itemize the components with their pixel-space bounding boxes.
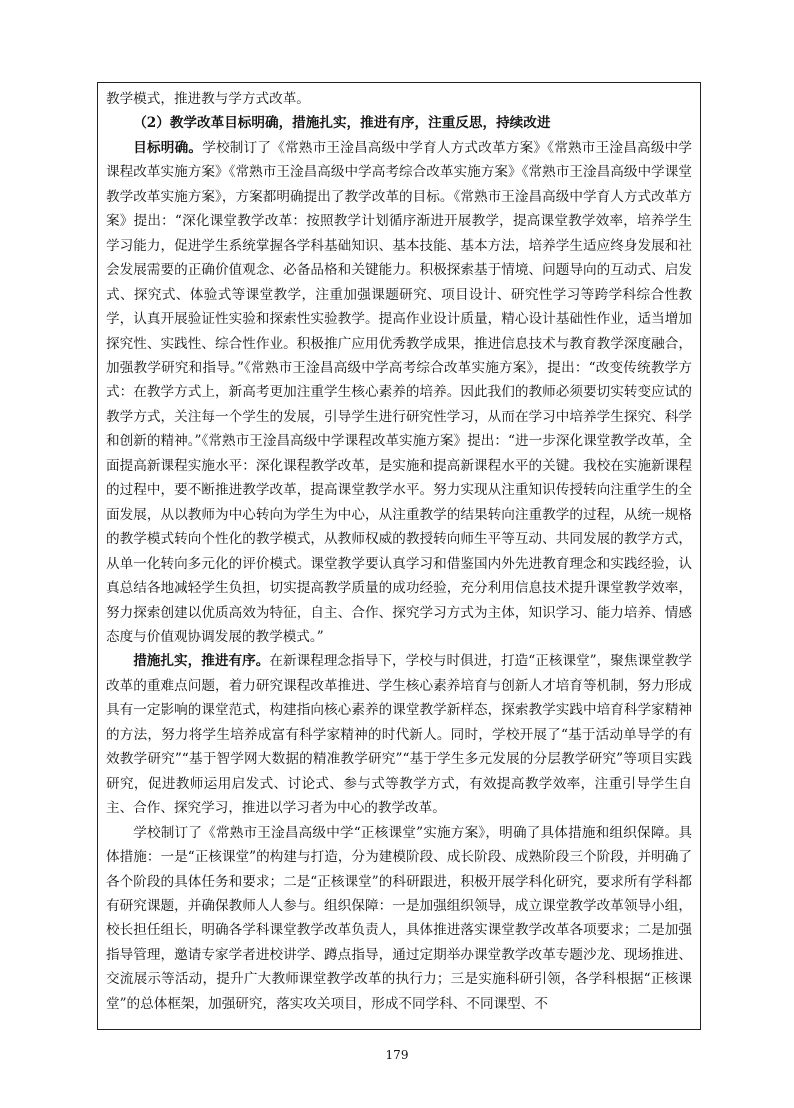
section-heading-text: （2）教学改革目标明确，措施扎实，推进有序，注重反思，持续改进 xyxy=(133,115,551,132)
paragraph-goals-lead: 目标明确。 xyxy=(133,139,203,156)
paragraph-measures xyxy=(106,649,692,820)
page-number: 179 xyxy=(385,1048,409,1062)
section-heading xyxy=(106,111,692,135)
paragraph-1-text: 教学模式，推进教与学方式改革。 xyxy=(106,91,310,107)
paragraph-plan-text: 学校制订了《常熟市王淦昌高级中学“正核课堂”实施方案》，明确了具体措施和组织保障。具体措施：一是“正核课堂”的构建与打造，分为建模阶段、成长阶段、成熟阶段三个阶段，并明确了各个阶段的具体任务和要求；二是“正核课堂”的科研跟进，积极开展学科化研究，要求所有学科都有研究课题，并确保教师人人参与。组织保障：一是加强组织领导，成立课堂教学改革领导小组，校长担任组长，明确各学科课堂教学改革负责人，具体推进落实课堂教学改革各项要求；二是加强指导管理，邀请专家学者进校讲学、蹲点指导，通过定期举办课堂教学改革专题沙龙、现场推进、交流展示等活动，提升广大教师课堂教学改革的执行力；三是实施科研引领，各学科根据“正核课堂”的总体框架，加强研究，落实攻关项目，形成不同学科、不同课型、不 xyxy=(106,824,692,1012)
paragraph-1 xyxy=(106,87,692,111)
paragraph-measures-text: 在新课程理念指导下，学校与时俱进，打造“正核课堂”，聚焦课堂教学改革的重难点问题，着力研究课程改革推进、学生核心素养培育与创新人才培育等机制，努力形成具有一定影响的课堂范式，构建指向核心素养的课堂教学新样态，探索教学实践中培育科学家精神的方法，努力将学生培养成富有科学家精神的时代新人。同时，学校开展了“基于活动单导学的有效教学研究”“基于智学网大数据的精准教学研究”“基于学生多元发展的分层教学研究”等项目实践研究，促进教师运用启发式、讨论式、参与式等教学方式，有效提高教学效率，注重引导学生自主、合作、探究学习，推进以学习者为中心的教学改革。 xyxy=(106,653,692,817)
paragraph-plan xyxy=(106,821,692,1017)
paragraph-measures-lead: 措施扎实，推进有序。 xyxy=(133,653,270,670)
content-frame xyxy=(97,82,701,1030)
paragraph-goals-text: 学校制订了《常熟市王淦昌高级中学育人方式改革方案》《常熟市王淦昌高级中学课程改革实施方案》《常熟市王淦昌高级中学高考综合改革实施方案》《常熟市王淦昌高级中学课堂教学改革实施方案》，方案都明确提出了教学改革的目标。《常熟市王淦昌高级中学育人方式改革方案》提出：“深化课堂教学改革：按照教学计划循序渐进开展教学，提高课堂教学效率，培养学生学习能力，促进学生系统掌握各学科基础知识、基本技能、基本方法，培养学生适应终身发展和社会发展需要的正确价值观念、必备品格和关键能力。积极探索基于情境、问题导向的互动式、启发式、探究式、体验式等课堂教学，注重加强课题研究、项目设计、研究性学习等跨学科综合性教学，认真开展验证性实验和探索性实验教学。提高作业设计质量，精心设计基础性作业，适当增加探究性、实践性、综合性作业。积极推广应用优秀教学成果，推进信息技术与教育教学深度融合，加强教学研究和指导。”《常熟市王淦昌高级中学高考综合改革实施方案》，提出：“改变传统教学方式：在教学方式上，新高考更加注重学生核心素养的培养。因此我们的教师必须要切实转变应试的教学方式，关注每一个学生的发展，引导学生进行研究性学习，从而在学习中培养学生探究、科学和创新的精神。”《常熟市王淦昌高级中学课程改革实施方案》提出：“进一步深化课堂教学改革，全面提高新课程实施水平：深化课程教学改革，是实施和提高新课程水平的关键。我校在实施新课程的过程中，要不断推进教学改革，提高课堂教学水平。努力实现从注重知识传授转向注重学生的全面发展，从以教师为中心转向为学生为中心，从注重教学的结果转向注重教学的过程，从统一规格的教学模式转向个性化的教学模式，从教师权威的教授转向师生平等互动、共同发展的教学方式，从单一化转向多元化的评价模式。课堂教学要认真学习和借鉴国内外先进教育理念和实践经验，认真总结各地减轻学生负担，切实提高教学质量的成功经验，充分利用信息技术提升课堂教学效率，努力探索创建以优质高效为特征，自主、合作、探究学习方式为主体，知识学习、能力培养、情感态度与价值观协调发展的教学模式。” xyxy=(106,139,693,645)
paragraph-goals xyxy=(106,136,692,650)
